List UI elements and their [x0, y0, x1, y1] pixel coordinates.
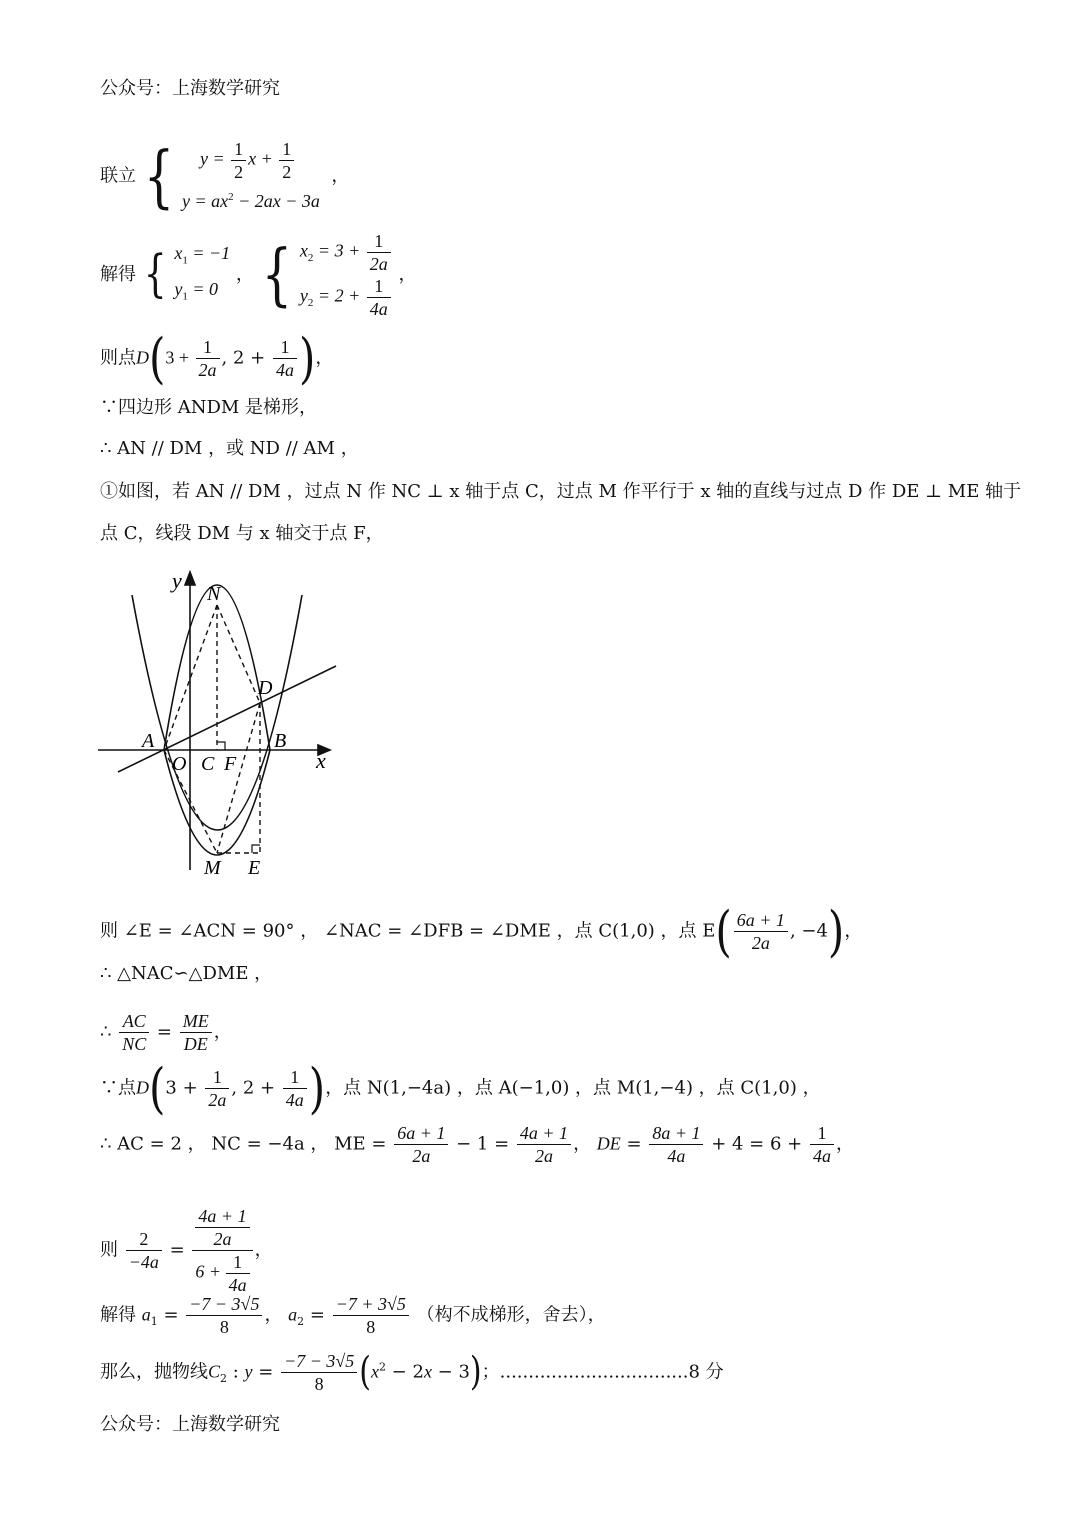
dash-nd	[217, 605, 260, 703]
final-dots: ；.................................8 分	[481, 1361, 724, 1383]
label-jiede: 解得	[100, 264, 136, 285]
label-x: x	[316, 748, 326, 773]
right-angle-c	[217, 742, 225, 750]
parabola-figure	[95, 565, 345, 883]
case1-line-b: 点 C，线段 DM 与 x 轴交于点 F，	[100, 523, 384, 544]
label-e: E	[248, 857, 261, 879]
label-a: A	[142, 730, 155, 752]
footer-watermark: 公众号：上海数学研究	[100, 1414, 280, 1435]
points-rest: ，点 N(1,−4a) ，点 A(−1,0) ，点 M(1,−4) ，点 C(1,0) ，	[325, 1077, 821, 1099]
header-watermark: 公众号：上海数学研究	[100, 78, 280, 99]
angles-line: 则 ∠E = ∠ACN = 90° ， ∠NAC = ∠DFB = ∠DME ，点 C(1,0) ，点 E( $\frac{6a + 1}{2a}$ , −4)，	[100, 899, 863, 963]
label-d: D	[258, 677, 273, 699]
lengths-prefix: ∴ AC = 2 ， NC = −4a ， ME =	[100, 1133, 387, 1155]
dash-dm	[217, 703, 260, 853]
points-line: ∵点D(3 + $\frac{1}{2a}$ , 2 + $\frac{1}{4a}$ )，点 N(1,−4a) ，点 A(−1,0) ，点 M(1,−4) ，点 C(1,0) ，	[100, 1056, 821, 1120]
lengths-line: ∴ AC = 2 ， NC = −4a ， ME = $\frac{6a + 1}{2a}$ − 1 = $\frac{4a + 1}{2a}$ ， DE = $\frac{8a + 1}{4a}$ + 4 = 6 + $\frac{1}{4a}$ ，	[100, 1123, 854, 1166]
label-b: B	[274, 730, 287, 752]
points-prefix: ∵点	[100, 1077, 136, 1099]
angles-text: 则 ∠E = ∠ACN = 90° ， ∠NAC = ∠DFB = ∠DME ，点 C(1,0) ，点 E	[100, 920, 716, 942]
solve-line: 解得 $a_1$ = $\frac{-7 - 3√5}{8}$ ， $a_2$ = $\frac{-7 + 3√5}{8}$ （构不成梯形，舍去），	[100, 1294, 606, 1337]
then-line: 则 $\frac{2}{-4a}$ = $\frac{4a + 1}{2a}$ 6 + $\frac{1}{4a}$ ，	[100, 1206, 273, 1295]
final-prefix: 那么，抛物线	[100, 1361, 208, 1383]
label-m: M	[204, 857, 221, 879]
solve-note: （构不成梯形，舍去），	[416, 1304, 606, 1326]
case1-line-a: ①如图，若 AN // DM ，过点 N 作 NC ⊥ x 轴于点 C，过点 M 作平行于 x 轴的直线与过点 D 作 DE ⊥ ME 轴于	[100, 481, 1022, 502]
ratio-prefix: ∴	[100, 1021, 112, 1043]
label-n: N	[207, 583, 221, 605]
label-point-d: 则点	[100, 347, 136, 369]
final-line: 那么，抛物线$C_2$ : y = $\frac{-7 - 3√5}{8}$ $(x^2 - 2x - 3)$；.................................8 分	[100, 1349, 724, 1395]
label-lianli: 联立	[100, 165, 136, 187]
label-f: F	[224, 753, 237, 775]
parabola-c1	[132, 595, 302, 830]
then-prefix: 则	[100, 1239, 118, 1261]
solve-prefix: 解得	[100, 1304, 136, 1326]
system-equations: 联立 { y = $\frac{1}{2}$ x + $\frac{1}{2}$ $y = ax^2 - 2ax - 3a$ ，	[100, 137, 350, 216]
similar-line: ∴ △NAC∽△DME ，	[100, 963, 273, 984]
parallel-line: ∴ AN // DM ，或 ND // AM ，	[100, 438, 359, 459]
y-axis-arrow	[185, 572, 195, 585]
system-body: y = $\frac{1}{2}$ x + $\frac{1}{2}$ $y = ax^2 - 2ax - 3a$	[182, 139, 320, 211]
ratio-line: ∴ $\frac{AC}{NC}$ = $\frac{ME}{DE}$ ，	[100, 1011, 232, 1054]
brace-icon: {	[143, 245, 167, 303]
label-o: O	[172, 753, 187, 775]
right-angle-e	[252, 845, 260, 853]
point-d-line: 则点D(3 + $\frac{1}{2a}$ , 2 + $\frac{1}{4a}$ )，	[100, 326, 334, 390]
label-y: y	[172, 568, 182, 593]
label-c: C	[201, 753, 215, 775]
brace-icon: {	[143, 137, 175, 216]
solution-system: 解得 { $x_1 = -1$ $y_1 = 0$ ， { $x_2 = 3$ + $\frac{1}{2a}$ $y_2 = 2$ + $\frac{1}{4a}$ ，	[100, 231, 417, 319]
trapezoid-line: ∵四边形 ANDM 是梯形，	[100, 397, 318, 418]
brace-icon: {	[261, 235, 293, 315]
